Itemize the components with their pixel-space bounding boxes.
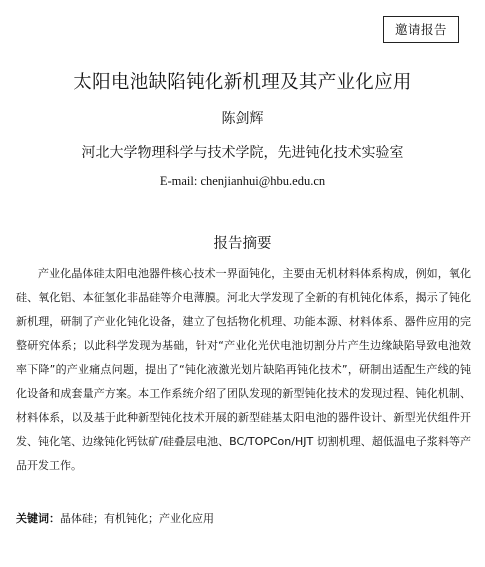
invited-report-badge: 邀请报告 (383, 16, 459, 43)
author-email: E-mail: chenjianhui@hbu.edu.cn (159, 174, 326, 188)
abstract-body: 产业化晶体硅太阳电池器件核心技术一界面钝化，主要由无机材料体系构成，例如，氧化硅、氧化铝、本征氢化非晶硅等介电薄膜。河北大学发现了全新的有机钝化体系，揭示了钝化新机理，研制了产业化钝化设备，建立了包括物化机理、功能本源、材料体系、器件应用的完整研究体系；以此科学发现为基础，针对“产业化光伏电池切割分片产生边缘缺陷导致电池效率下降”的产业痛点问题，提出了“钝化液激光划片缺陷再钝化技术”，研制出适配生产线的钝化设备和成套量产方案。本工作系统介绍了团队发现的新型钝化技术的发现过程、钝化机制、材料体系，以及基于此种新型钝化技术开展的新型硅基太阳电池的器件设计、新型光伏组件开发、钝化笔、边缘钝化钙钛矿/硅叠层电池、BC/TOPCon/HJT 切割机理、超低温电子浆料等产品开发工作。 (16, 267, 471, 472)
abstract-heading: 报告摘要 (213, 236, 272, 252)
keywords-line (16, 510, 471, 526)
keywords-value: 晶体硅；有机钝化；产业化应用 (60, 512, 214, 525)
author-affiliation: 河北大学物理科学与技术学院，先进钝化技术实验室 (81, 145, 404, 161)
paper-title: 太阳电池缺陷钝化新机理及其产业化应用 (73, 72, 412, 93)
keywords-label: 关键词： (16, 512, 60, 525)
author-name: 陈剑辉 (221, 111, 264, 127)
